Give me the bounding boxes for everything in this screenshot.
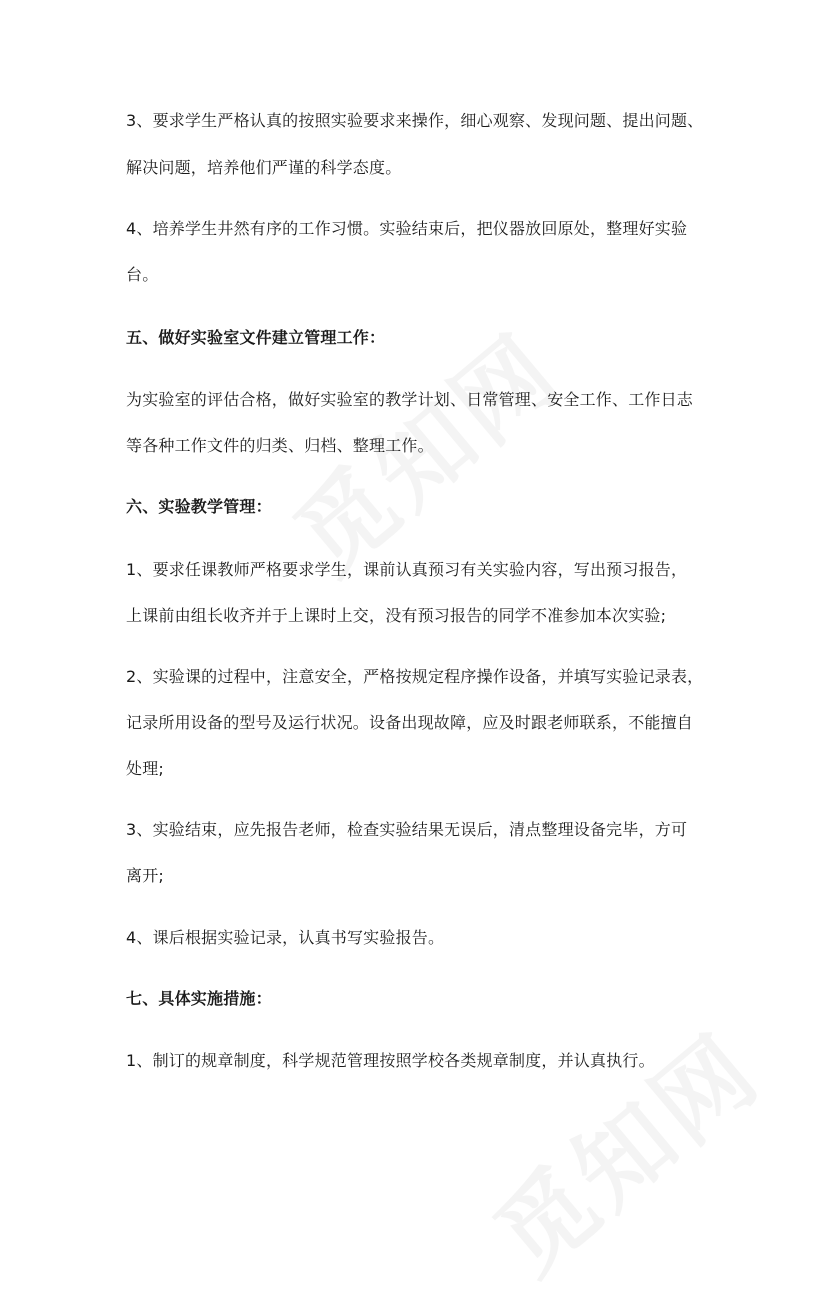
body-text-line: 3、实验结束，应先报告老师，检查实验结果无误后，清点整理设备完毕，方可: [126, 820, 688, 839]
body-text-line: 4、课后根据实验记录，认真书写实验报告。: [126, 928, 445, 947]
body-text-line: 解决问题，培养他们严谨的科学态度。: [126, 158, 402, 177]
body-text-line: 处理;: [126, 759, 164, 778]
body-text-line: 3、要求学生严格认真的按照实验要求来操作，细心观察、发现问题、提出问题、: [126, 111, 704, 130]
section-heading: 六、实验教学管理：: [126, 497, 272, 516]
body-text-line: 等各种工作文件的归类、归档、整理工作。: [126, 436, 434, 455]
body-text-line: 台。: [126, 265, 159, 284]
body-text-line: 离开;: [126, 866, 164, 885]
body-text-line: 记录所用设备的型号及运行状况。设备出现故障，应及时跟老师联系，不能擅自: [126, 713, 694, 732]
body-text-line: 4、培养学生井然有序的工作习惯。实验结束后，把仪器放回原处，整理好实验: [126, 219, 688, 238]
body-text-line: 2、实验课的过程中，注意安全，严格按规定程序操作设备，并填写实验记录表，: [126, 667, 704, 686]
body-text-line: 1、制订的规章制度，科学规范管理按照学校各类规章制度，并认真执行。: [126, 1051, 655, 1070]
body-text-line: 为实验室的评估合格，做好实验室的教学计划、日常管理、安全工作、工作日志: [126, 390, 694, 409]
body-text-line: 上课前由组长收齐并于上课时上交，没有预习报告的同学不准参加本次实验;: [126, 606, 667, 625]
watermark: [462, 998, 784, 1299]
section-heading: 七、具体实施措施：: [126, 989, 272, 1008]
section-heading: 五、做好实验室文件建立管理工作：: [126, 328, 386, 347]
body-text-line: 1、要求任课教师严格要求学生，课前认真预习有关实验内容，写出预习报告，: [126, 560, 688, 579]
